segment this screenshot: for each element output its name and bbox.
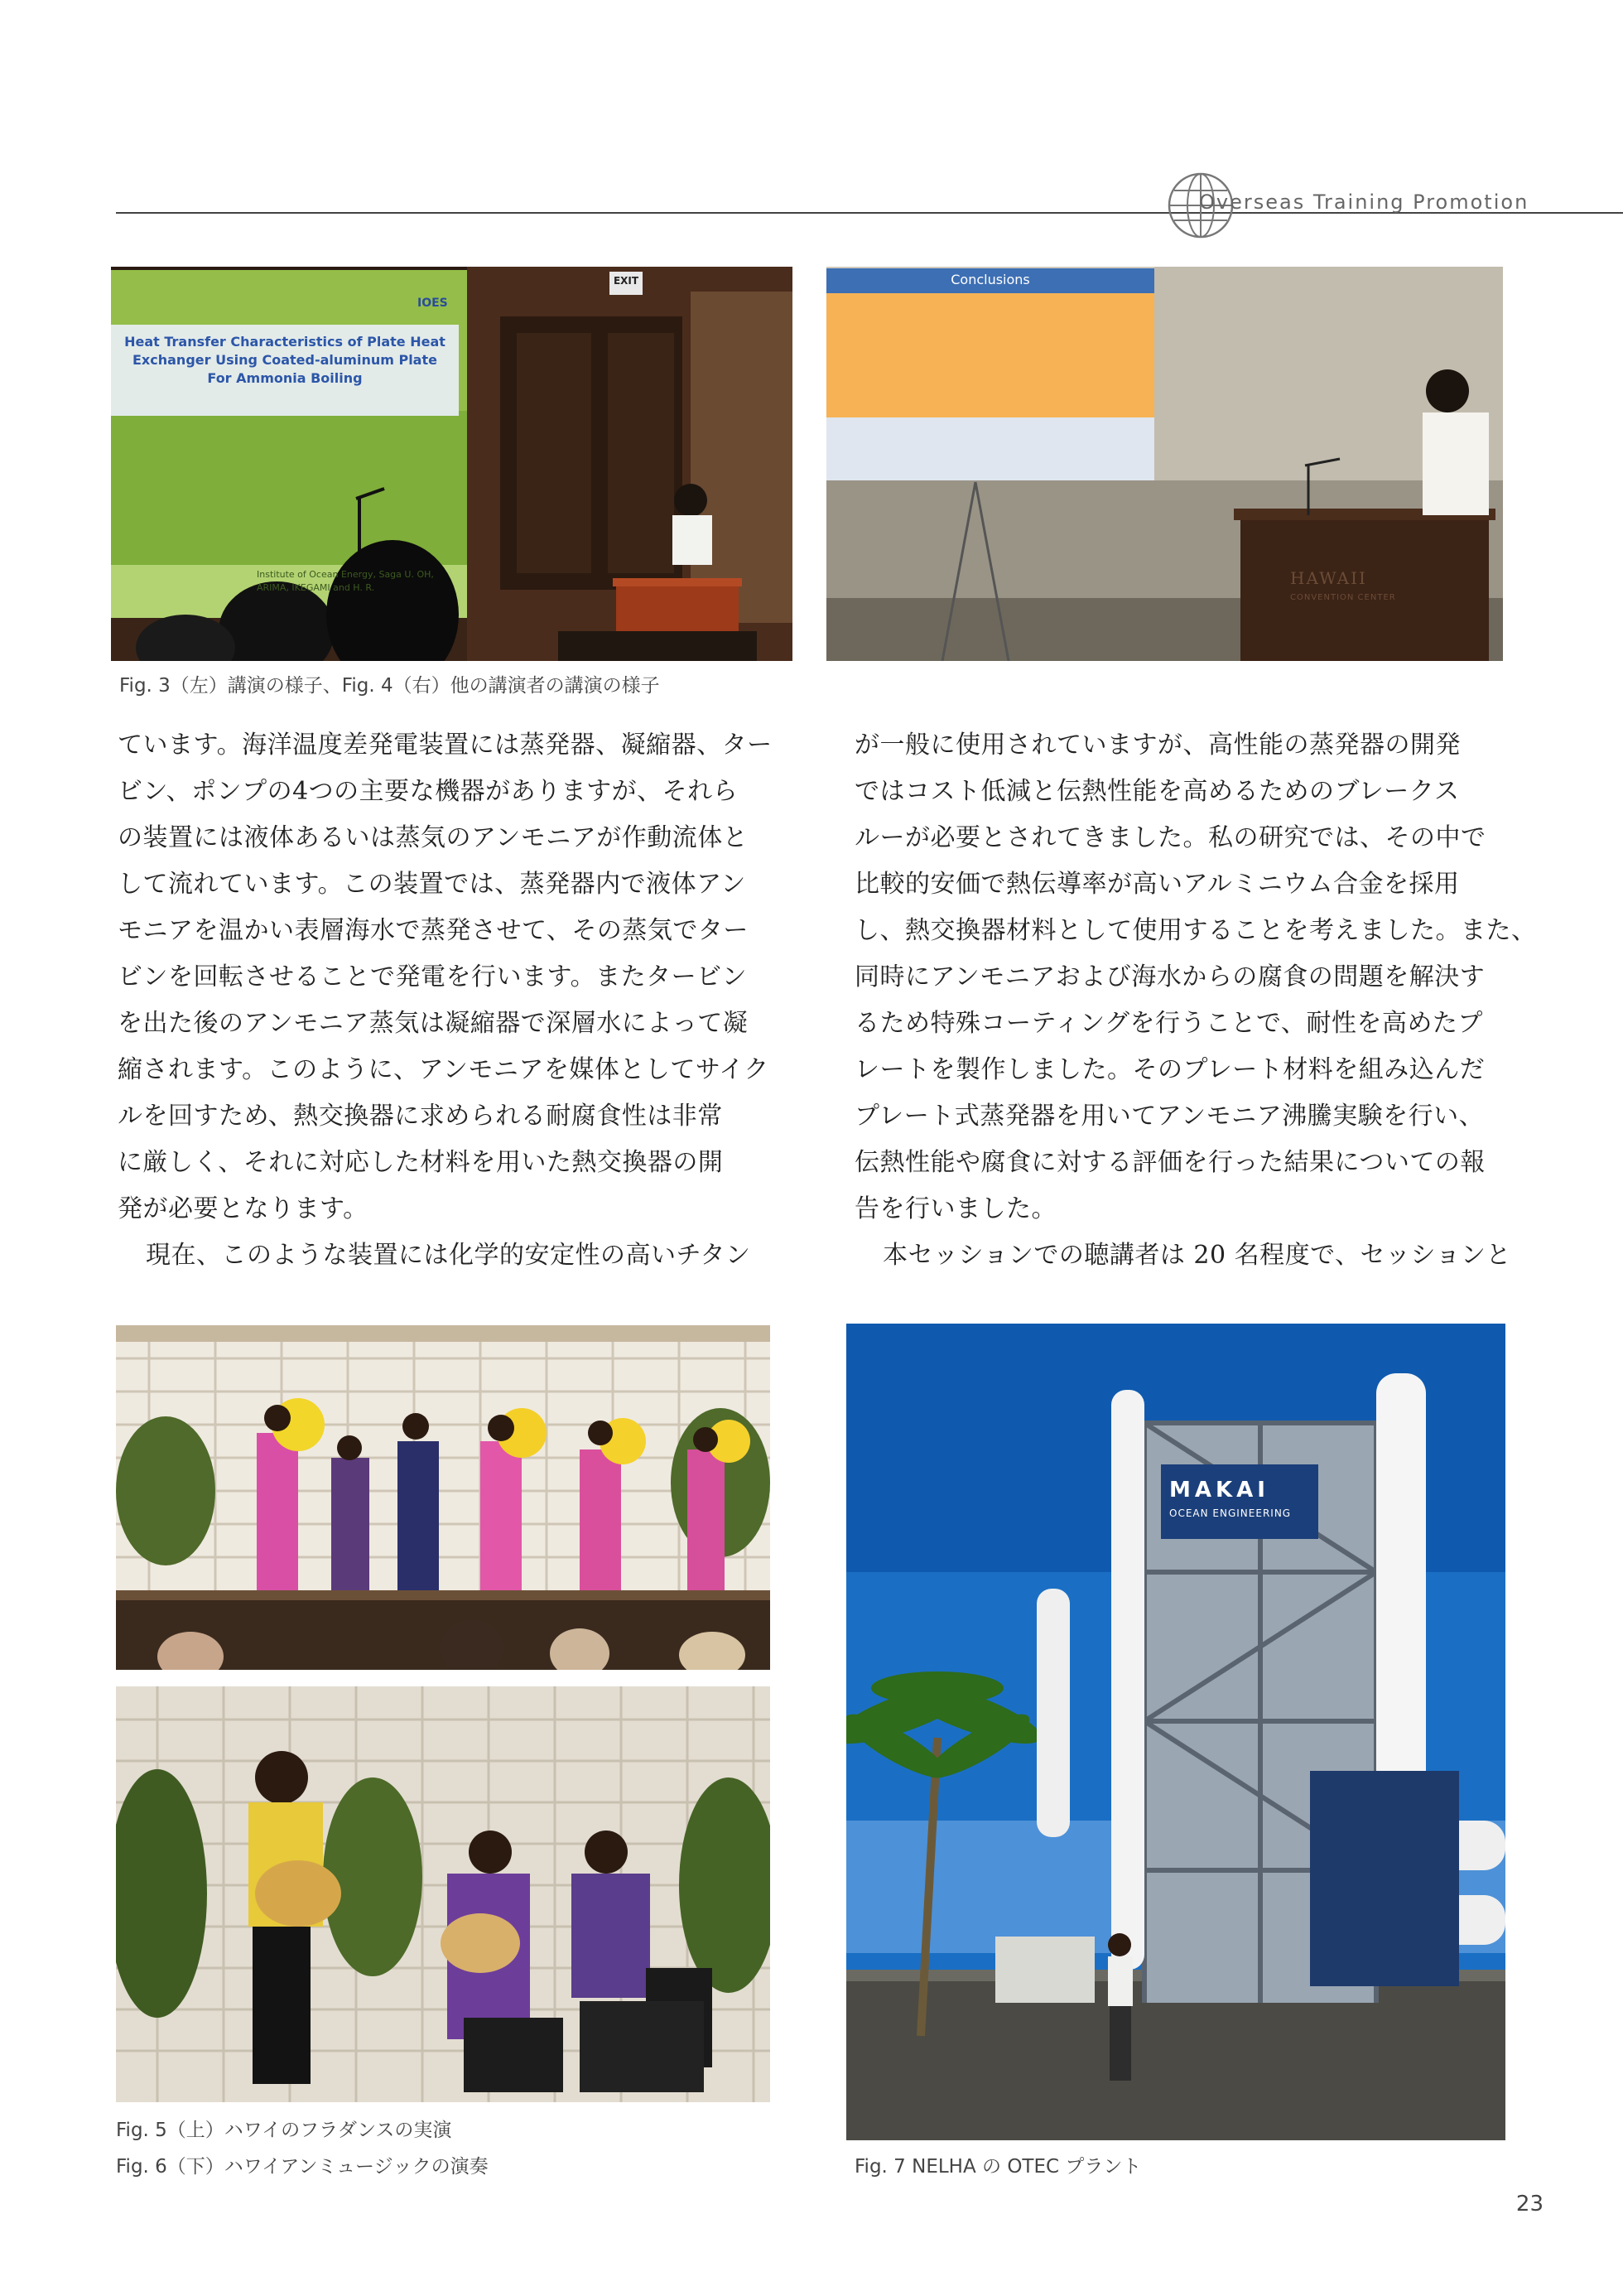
body-line: ルーが必要とされてきました。私の研究では、その中で — [855, 823, 1486, 852]
body-line: 伝熱性能や腐食に対する評価を行った結果についての報 — [855, 1148, 1486, 1177]
body-line: し、熱交換器材料として使用することを考えました。また、 — [855, 916, 1537, 945]
body-line: 同時にアンモニアおよび海水からの腐食の問題を解決す — [855, 962, 1486, 991]
body-line: 本セッションでの聴講者は 20 名程度で、セッションと — [883, 1241, 1511, 1270]
header-title: Overseas Training Promotion — [1199, 191, 1529, 214]
body-line: 現在、このような装置には化学的安定性の高いチタン — [146, 1241, 751, 1270]
fig7-photo — [846, 1324, 1505, 2140]
body-line: が一般に使用されていますが、高性能の蒸発器の開発 — [855, 731, 1461, 760]
fig7-sign-line1: MAKAI — [1169, 1478, 1269, 1503]
body-line: モニアを温かい表層海水で蒸発させて、その蒸気でター — [118, 916, 749, 945]
fig4-podium-subtext: CONVENTION CENTER — [1290, 593, 1396, 602]
body-line: に厳しく、それに対応した材料を用いた熱交換器の開 — [118, 1148, 724, 1177]
body-line: ではコスト低減と伝熱性能を高めるためのブレークス — [855, 777, 1460, 806]
body-line: 告を行いました。 — [855, 1194, 1057, 1223]
fig4-podium-text: HAWAII — [1290, 568, 1367, 588]
fig6-photo — [116, 1686, 770, 2102]
caption-fig5: Fig. 5（上）ハワイのフラダンスの実演 — [116, 2120, 452, 2141]
fig4-photo — [826, 267, 1503, 661]
fig3-slide-authors: Institute of Ocean Energy, Saga U. OH, ARIMA, IKEGAMI and H. R. — [257, 569, 434, 593]
body-left-column — [118, 722, 772, 1279]
fig5-photo — [116, 1325, 770, 1670]
body-line: ルを回すため、熱交換器に求められる耐腐食性は非常 — [118, 1102, 723, 1131]
fig3-slide-title: Heat Transfer Characteristics of Plate Heat Exchanger Using Coated-aluminum Plate For Ammonia Boiling — [124, 334, 445, 386]
page-number: 23 — [1515, 2192, 1544, 2216]
fig4-slide-title: Conclusions — [951, 272, 1030, 287]
body-line: ビン、ポンプの4つの主要な機器がありますが、それら — [118, 777, 739, 806]
body-line: るため特殊コーティングを行うことで、耐性を高めたプ — [855, 1009, 1483, 1038]
body-line: ています。海洋温度差発電装置には蒸発器、凝縮器、ター — [118, 731, 773, 760]
body-line: プレート式蒸発器を用いてアンモニア沸騰実験を行い、 — [855, 1102, 1485, 1131]
fig3-slide-logo: IOES — [417, 297, 448, 310]
fig3-exit-sign: EXIT — [613, 275, 639, 287]
fig7-sign-line2: OCEAN ENGINEERING — [1169, 1507, 1292, 1519]
body-line: 比較的安価で熱伝導率が高いアルミニウム合金を採用 — [855, 870, 1460, 899]
caption-fig3-fig4: Fig. 3（左）講演の様子、Fig. 4（右）他の講演者の講演の様子 — [119, 675, 660, 697]
body-line: 縮されます。このように、アンモニアを媒体としてサイク — [118, 1055, 769, 1084]
caption-fig6: Fig. 6（下）ハワイアンミュージックの演奏 — [116, 2156, 489, 2178]
body-line: して流れています。この装置では、蒸発器内で液体アン — [118, 870, 746, 899]
body-line: ビンを回転させることで発電を行います。またタービン — [118, 962, 748, 991]
body-line: 発が必要となります。 — [118, 1194, 368, 1223]
body-right-column — [855, 722, 1537, 1279]
fig3-photo — [111, 267, 792, 661]
body-line: レートを製作しました。そのプレート材料を組み込んだ — [855, 1055, 1486, 1084]
body-line: の装置には液体あるいは蒸気のアンモニアが作動流体と — [118, 823, 749, 852]
caption-fig7: Fig. 7 NELHA の OTEC プラント — [855, 2156, 1142, 2178]
body-line: を出た後のアンモニア蒸気は凝縮器で深層水によって凝 — [118, 1009, 749, 1038]
